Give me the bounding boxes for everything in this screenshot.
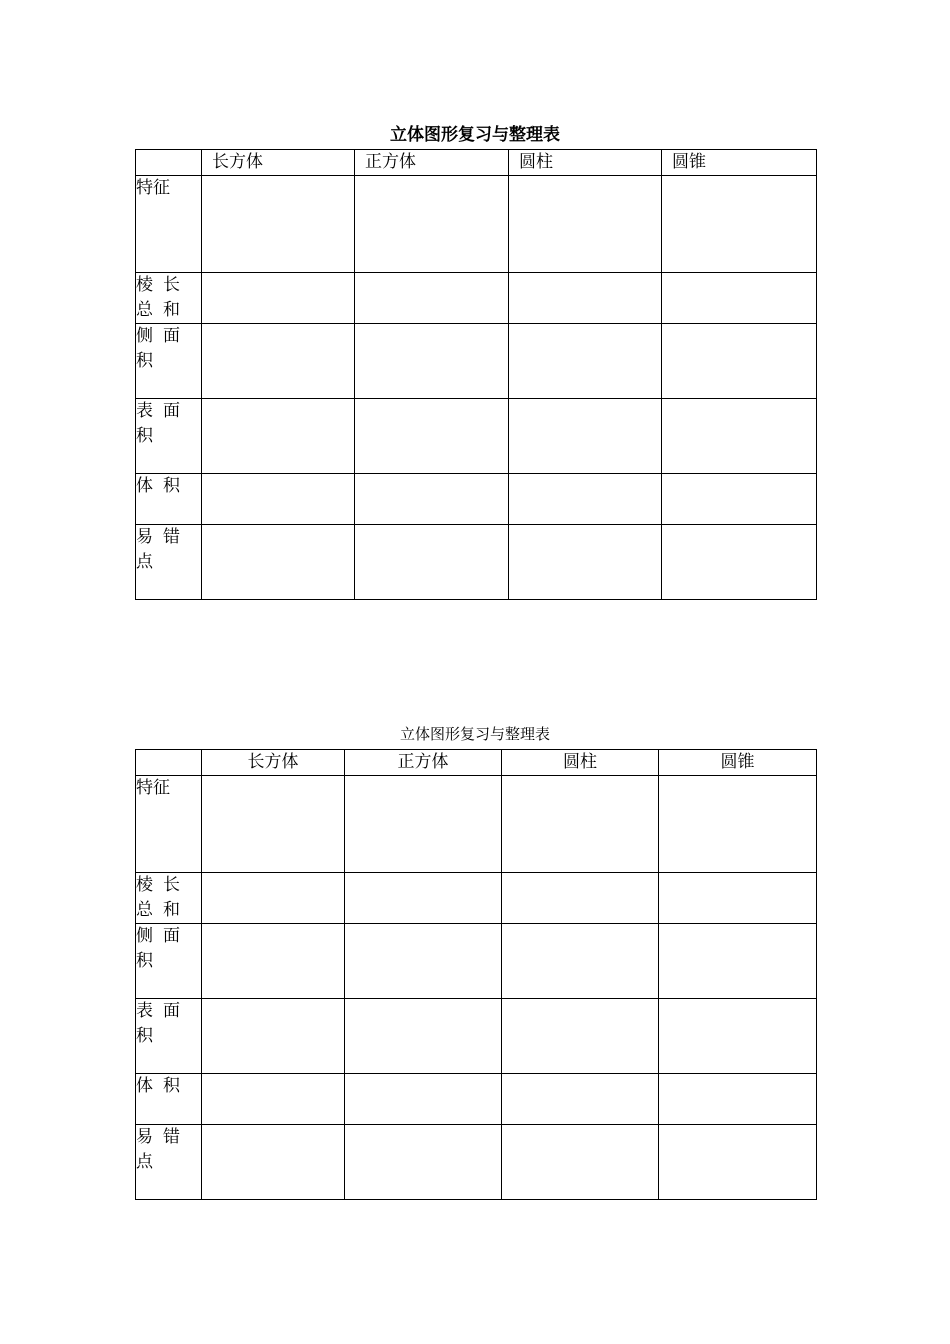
table-row: [136, 776, 817, 873]
table-row: [136, 999, 817, 1074]
column-header-cylinder: 圆柱: [502, 750, 659, 776]
table-cell[interactable]: [509, 176, 662, 273]
table-row: [136, 324, 817, 399]
row-label-edge-total: 棱长总和: [136, 273, 202, 324]
table-header-row: [136, 150, 817, 176]
table-cell[interactable]: [509, 474, 662, 525]
table-cell[interactable]: [202, 474, 355, 525]
table-row: [136, 399, 817, 474]
review-table: [135, 149, 817, 600]
table-cell[interactable]: [502, 873, 659, 924]
table-row: [136, 273, 817, 324]
table-row: [136, 1074, 817, 1125]
table-cell[interactable]: [509, 273, 662, 324]
table-header-row: [136, 750, 817, 776]
table-cell[interactable]: [202, 273, 355, 324]
column-header-cone: 圆锥: [662, 150, 817, 176]
table-cell[interactable]: [355, 474, 509, 525]
table-cell[interactable]: [662, 324, 817, 399]
table-cell[interactable]: [202, 324, 355, 399]
table-cell[interactable]: [355, 324, 509, 399]
table-cell[interactable]: [502, 999, 659, 1074]
table-cell[interactable]: [509, 525, 662, 600]
table-cell[interactable]: [662, 474, 817, 525]
table-cell[interactable]: [659, 924, 817, 999]
table-cell[interactable]: [662, 273, 817, 324]
table-cell[interactable]: [659, 873, 817, 924]
corner-cell: [136, 150, 202, 176]
table-cell[interactable]: [345, 999, 502, 1074]
table-cell[interactable]: [355, 399, 509, 474]
column-header-cube: 正方体: [355, 150, 509, 176]
table-cell[interactable]: [345, 873, 502, 924]
column-header-cuboid: 长方体: [202, 150, 355, 176]
table-cell[interactable]: [202, 999, 345, 1074]
table-cell[interactable]: [202, 924, 345, 999]
row-label-surface-area: 表面积: [136, 999, 202, 1074]
table-row: [136, 924, 817, 999]
table-cell[interactable]: [355, 176, 509, 273]
row-label-common-mistakes: 易错点: [136, 525, 202, 600]
table-cell[interactable]: [345, 1074, 502, 1125]
table-cell[interactable]: [345, 924, 502, 999]
table-cell[interactable]: [355, 273, 509, 324]
table-cell[interactable]: [659, 1074, 817, 1125]
review-table: [135, 749, 817, 1200]
table-cell[interactable]: [662, 399, 817, 474]
table-cell[interactable]: [659, 999, 817, 1074]
table-cell[interactable]: [662, 525, 817, 600]
row-label-volume: 体积: [136, 1074, 202, 1125]
table-row: [136, 1125, 817, 1200]
table-cell[interactable]: [509, 399, 662, 474]
table-cell[interactable]: [202, 1125, 345, 1200]
column-header-cube: 正方体: [345, 750, 502, 776]
row-label-features: 特征: [136, 776, 202, 873]
row-label-surface-area: 表面积: [136, 399, 202, 474]
row-label-volume: 体积: [136, 474, 202, 525]
table-row: [136, 176, 817, 273]
table-row: [136, 474, 817, 525]
table-cell[interactable]: [345, 1125, 502, 1200]
table-cell[interactable]: [202, 399, 355, 474]
row-label-lateral-area: 侧面积: [136, 324, 202, 399]
row-label-common-mistakes: 易错点: [136, 1125, 202, 1200]
table-row: [136, 525, 817, 600]
table-cell[interactable]: [502, 1125, 659, 1200]
table-cell[interactable]: [662, 176, 817, 273]
row-label-features: 特征: [136, 176, 202, 273]
table-cell[interactable]: [202, 525, 355, 600]
table-cell[interactable]: [202, 1074, 345, 1125]
table-cell[interactable]: [345, 776, 502, 873]
table-cell[interactable]: [202, 176, 355, 273]
table-cell[interactable]: [202, 873, 345, 924]
column-header-cone: 圆锥: [659, 750, 817, 776]
row-label-lateral-area: 侧面积: [136, 924, 202, 999]
table-cell[interactable]: [659, 776, 817, 873]
corner-cell: [136, 750, 202, 776]
table-cell[interactable]: [202, 776, 345, 873]
table-cell[interactable]: [502, 776, 659, 873]
row-label-edge-total: 棱长总和: [136, 873, 202, 924]
table-cell[interactable]: [659, 1125, 817, 1200]
sheet-title: 立体图形复习与整理表: [390, 125, 560, 145]
sheet-title: 立体图形复习与整理表: [399, 725, 550, 743]
table-cell[interactable]: [502, 924, 659, 999]
table-cell[interactable]: [355, 525, 509, 600]
table-row: [136, 873, 817, 924]
column-header-cylinder: 圆柱: [509, 150, 662, 176]
table-cell[interactable]: [502, 1074, 659, 1125]
table-cell[interactable]: [509, 324, 662, 399]
column-header-cuboid: 长方体: [202, 750, 345, 776]
